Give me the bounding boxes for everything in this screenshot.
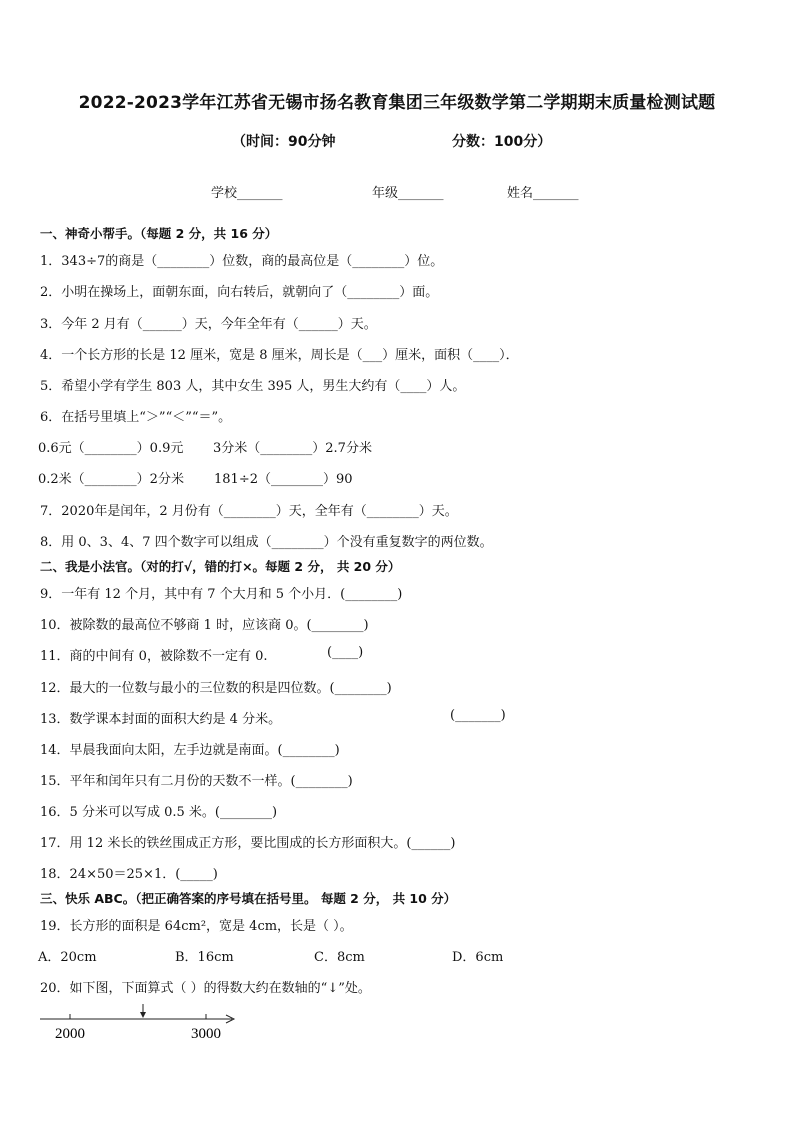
option-b: B．16cm xyxy=(175,950,234,965)
question-2: 2．小明在操场上，面朝东面，向右转后，就朝向了（________）面。 xyxy=(40,285,439,300)
school-field: 学校_______ xyxy=(211,186,283,201)
question-14: 14．早晨我面向太阳，左手边就是南面。(________) xyxy=(40,743,340,758)
question-11-blank: (____) xyxy=(327,645,364,660)
section1-heading: 一、神奇小帮手。（每题 2 分，共 16 分） xyxy=(40,226,278,241)
question-11: 11．商的中间有 0，被除数不一定有 0. xyxy=(40,649,268,664)
section2-heading: 二、我是小法官。（对的打√，错的打×。每题 2 分， 共 20 分） xyxy=(40,559,401,574)
name-field: 姓名_______ xyxy=(507,186,579,201)
question-6c: 0.2米（________）2分米 xyxy=(38,472,184,487)
down-arrowhead xyxy=(140,1012,146,1018)
question-15: 15．平年和闰年只有二月份的天数不一样。(________) xyxy=(40,774,353,789)
option-d: D．6cm xyxy=(452,950,504,965)
section3-heading: 三、快乐 ABC。（把正确答案的序号填在括号里。 每题 2 分， 共 10 分） xyxy=(40,891,457,906)
axis-label-2000: 2000 xyxy=(55,1026,85,1042)
question-8: 8．用 0、3、4、7 四个数字可以组成（________）个没有重复数字的两位数。 xyxy=(40,535,493,550)
option-a: A．20cm xyxy=(38,950,97,965)
question-4: 4．一个长方形的长是 12 厘米，宽是 8 厘米，周长是（___）厘米，面积（____）． xyxy=(40,348,519,363)
question-10: 10．被除数的最高位不够商 1 时，应该商 0。(________) xyxy=(40,618,369,633)
question-20: 20．如下图，下面算式（ ）的得数大约在数轴的“↓”处。 xyxy=(40,981,371,996)
question-5: 5．希望小学有学生 803 人，其中女生 395 人，男生大约有（____）人。 xyxy=(40,379,466,394)
question-7: 7．2020年是闰年，2 月份有（________）天，全年有（________）天。 xyxy=(40,504,458,519)
question-17: 17．用 12 米长的铁丝围成正方形，要比围成的长方形面积大。(______) xyxy=(40,836,456,851)
axis-label-3000: 3000 xyxy=(191,1026,221,1042)
number-line xyxy=(36,1004,246,1046)
question-13: 13．数学课本封面的面积大约是 4 分米。 xyxy=(40,712,282,727)
exam-title: 2022-2023学年江苏省无锡市扬名教育集团三年级数学第二学期期末质量检测试题 xyxy=(78,93,716,113)
question-13-blank: (_______) xyxy=(450,708,506,723)
grade-field: 年级_______ xyxy=(372,186,444,201)
question-6b: 3分米（________）2.7分米 xyxy=(213,441,372,456)
exam-score: 分数：100分） xyxy=(452,134,552,150)
question-16: 16．5 分米可以写成 0.5 米。(________) xyxy=(40,805,278,820)
question-12: 12．最大的一位数与最小的三位数的积是四位数。(________) xyxy=(40,681,392,696)
question-6a: 0.6元（________）0.9元 xyxy=(38,441,184,456)
question-1: 1．343÷7的商是（________）位数，商的最高位是（________）位。 xyxy=(40,254,444,269)
question-19: 19．长方形的面积是 64cm²，宽是 4cm，长是（ ）。 xyxy=(40,919,353,934)
question-9: 9．一年有 12 个月，其中有 7 个大月和 5 个小月．(________) xyxy=(40,587,403,602)
question-6: 6．在括号里填上“＞”“＜”“＝”。 xyxy=(40,410,232,425)
question-18: 18．24×50＝25×1．(_____) xyxy=(40,867,218,882)
question-3: 3．今年 2 月有（______）天，今年全年有（______）天。 xyxy=(40,317,377,332)
question-6d: 181÷2（________）90 xyxy=(214,472,353,487)
exam-time: （时间：90分钟 xyxy=(232,134,336,150)
option-c: C．8cm xyxy=(314,950,365,965)
